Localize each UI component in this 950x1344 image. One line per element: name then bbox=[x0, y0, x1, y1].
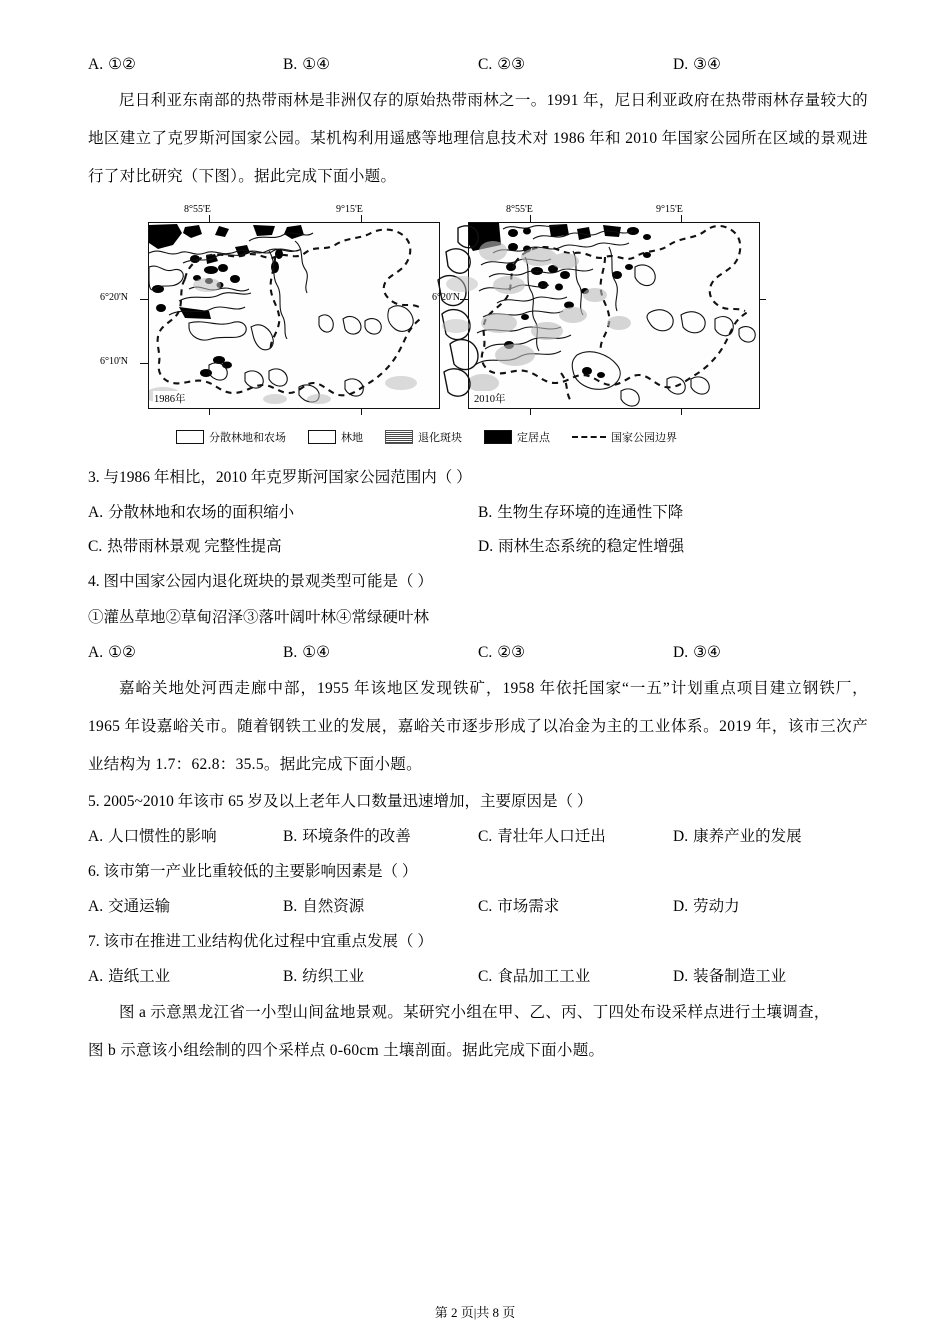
right-map-lon-label-east: 9°15'E bbox=[656, 204, 683, 215]
q4-option-d-value: ③④ bbox=[693, 644, 721, 661]
q3-option-a-text: 分散林地和农场的面积缩小 bbox=[108, 504, 295, 521]
left-map-lat-label-north: 6°20'N bbox=[100, 292, 129, 303]
maps-container bbox=[100, 204, 776, 422]
q6-option-a[interactable] bbox=[88, 890, 283, 924]
q7-option-a-text: 造纸工业 bbox=[108, 968, 171, 985]
legend-item-park-boundary bbox=[572, 429, 677, 445]
q6-option-b-label: B. bbox=[283, 898, 298, 915]
q2-option-d-value: ③④ bbox=[693, 56, 721, 73]
map-2010-year-label: 2010年 bbox=[473, 391, 507, 406]
q6-option-d-label: D. bbox=[673, 898, 689, 915]
question-3-stem: 3. 与1986 年相比，2010 年克罗斯河国家公园范围内（ ） bbox=[88, 469, 472, 486]
legend-item-scattered-woodland-farm bbox=[176, 429, 286, 445]
left-map-lon-label-west: 8°55'E bbox=[184, 204, 211, 215]
q5-option-c-label: C. bbox=[478, 828, 493, 845]
question-6-options-row bbox=[88, 890, 868, 924]
q4-option-d[interactable] bbox=[673, 636, 868, 670]
legend-label-park-boundary: 国家公园边界 bbox=[611, 432, 677, 444]
q3-option-a-label: A. bbox=[88, 504, 104, 521]
q6-option-d-text: 劳动力 bbox=[693, 898, 740, 915]
q7-option-c-label: C. bbox=[478, 968, 493, 985]
q4-option-c-label: C. bbox=[478, 644, 493, 661]
q6-option-c-text: 市场需求 bbox=[497, 898, 560, 915]
page-footer: 第 2 页|共 8 页 bbox=[434, 1305, 516, 1320]
passage-nigeria-rainforest: 尼日利亚东南部的热带雨林是非洲仅存的原始热带雨林之一。1991 年，尼日利亚政府在热带雨林存量较大的地区建立了克罗斯河国家公园。某机构利用遥感等地理信息技术对 1986 年和 2010 年国家公园所在区域的景观进行了对比研究（下图）。据此完成下面小题。 bbox=[88, 92, 868, 185]
q7-option-c-text: 食品加工工业 bbox=[497, 968, 591, 985]
q3-option-d[interactable] bbox=[478, 530, 868, 564]
question-6-stem: 6. 该市第一产业比重较低的主要影响因素是（ ） bbox=[88, 863, 418, 880]
q7-option-b[interactable] bbox=[283, 960, 478, 994]
left-map-lat-tick-south bbox=[140, 363, 148, 364]
q6-option-b-text: 自然资源 bbox=[302, 898, 365, 915]
q6-option-c-label: C. bbox=[478, 898, 493, 915]
q7-option-a-label: A. bbox=[88, 968, 104, 985]
dashed-line-swatch-icon bbox=[572, 436, 606, 438]
map-1986 bbox=[148, 222, 440, 409]
q5-option-d-label: D. bbox=[673, 828, 689, 845]
q3-option-b[interactable] bbox=[478, 496, 868, 530]
question-7-stem: 7. 该市在推进工业结构优化过程中宜重点发展（ ） bbox=[88, 933, 433, 950]
map-1986-graphic bbox=[149, 223, 439, 408]
right-map-lon-label-west: 8°55'E bbox=[506, 204, 533, 215]
question-4-stem: 4. 图中国家公园内退化斑块的景观类型可能是（ ） bbox=[88, 573, 433, 590]
filled-box-swatch-icon bbox=[484, 430, 512, 444]
legend-item-woodland bbox=[308, 429, 363, 445]
q3-option-b-label: B. bbox=[478, 504, 493, 521]
map-1986-settlements bbox=[149, 224, 304, 377]
question-4-options-row bbox=[88, 636, 868, 670]
map-2010-degraded-patches bbox=[469, 241, 631, 392]
q2-option-b-label: B. bbox=[283, 56, 298, 73]
legend-item-degraded-patch bbox=[385, 429, 462, 445]
q6-option-d[interactable] bbox=[673, 890, 868, 924]
question-5-stem: 5. 2005~2010 年该市 65 岁及以上老年人口数量迅速增加，主要原因是（ ） bbox=[88, 793, 593, 810]
left-map-lat-tick-north bbox=[140, 299, 148, 300]
legend-item-settlement bbox=[484, 429, 550, 445]
question-7-options-row bbox=[88, 960, 868, 994]
figure-cross-river-national-park bbox=[100, 204, 776, 456]
q7-option-b-label: B. bbox=[283, 968, 298, 985]
q4-option-a-label: A. bbox=[88, 644, 104, 661]
q4-option-b[interactable] bbox=[283, 636, 478, 670]
question-4-roman-items: ①灌丛草地②草甸沼泽③落叶阔叶林④常绿硬叶林 bbox=[88, 609, 430, 626]
q7-option-a[interactable] bbox=[88, 960, 283, 994]
q4-option-c[interactable] bbox=[478, 636, 673, 670]
legend-label-degraded-patch: 退化斑块 bbox=[418, 432, 462, 444]
q2-option-c[interactable] bbox=[478, 48, 673, 82]
q2-options-row bbox=[88, 48, 868, 82]
q2-option-a[interactable] bbox=[88, 48, 283, 82]
figure-legend bbox=[176, 426, 776, 448]
q7-option-d-label: D. bbox=[673, 968, 689, 985]
q2-option-b-value: ①④ bbox=[302, 56, 331, 73]
q3-option-d-label: D. bbox=[478, 538, 494, 555]
q5-option-b-label: B. bbox=[283, 828, 298, 845]
q2-option-c-value: ②③ bbox=[497, 56, 526, 73]
q3-option-c-text: 热带雨林景观 完整性提高 bbox=[107, 538, 282, 555]
q4-option-a[interactable] bbox=[88, 636, 283, 670]
legend-label-scattered-woodland-farm: 分散林地和农场 bbox=[209, 432, 286, 444]
q4-option-a-value: ①② bbox=[108, 644, 136, 661]
hatched-box-swatch-icon bbox=[385, 430, 413, 444]
page-content bbox=[88, 48, 868, 1070]
q2-option-a-value: ①② bbox=[108, 56, 136, 73]
question-3-options-row-2 bbox=[88, 530, 868, 564]
q6-option-b[interactable] bbox=[283, 890, 478, 924]
q6-option-a-text: 交通运输 bbox=[108, 898, 171, 915]
q7-option-c[interactable] bbox=[478, 960, 673, 994]
legend-label-settlement: 定居点 bbox=[517, 432, 550, 444]
maps-overlap-sketch bbox=[436, 222, 486, 407]
q4-option-d-label: D. bbox=[673, 644, 689, 661]
passage-heilongjiang-line1: 图 a 示意黑龙江省一小型山间盆地景观。某研究小组在甲、乙、丙、丁四处布设采样点进行土壤调查， bbox=[119, 1004, 830, 1021]
passage-heilongjiang-line2: 图 b 示意该小组绘制的四个采样点 0-60cm 土壤剖面。据此完成下面小题。 bbox=[88, 1042, 605, 1059]
q5-option-c-text: 青壮年人口迁出 bbox=[497, 828, 606, 845]
outline-box-swatch-icon bbox=[176, 430, 204, 444]
map-2010 bbox=[468, 222, 760, 409]
q2-option-d-label: D. bbox=[673, 56, 689, 73]
q5-option-a-label: A. bbox=[88, 828, 104, 845]
right-map-lat-label-north: 6°20'N bbox=[432, 292, 461, 303]
question-5-options-row bbox=[88, 820, 868, 854]
q2-option-d[interactable] bbox=[673, 48, 868, 82]
map-2010-woodland-outlines bbox=[475, 225, 755, 406]
map-1986-degraded-patches bbox=[149, 278, 417, 404]
q5-option-b[interactable] bbox=[283, 820, 478, 854]
q3-option-c[interactable] bbox=[88, 530, 478, 564]
q4-option-b-label: B. bbox=[283, 644, 298, 661]
q5-option-c[interactable] bbox=[478, 820, 673, 854]
q6-option-c[interactable] bbox=[478, 890, 673, 924]
left-map-lon-label-east: 9°15'E bbox=[336, 204, 363, 215]
q3-option-d-text: 雨林生态系统的稳定性增强 bbox=[498, 538, 685, 555]
q2-option-b[interactable] bbox=[283, 48, 478, 82]
q5-option-b-text: 环境条件的改善 bbox=[302, 828, 411, 845]
q5-option-a[interactable] bbox=[88, 820, 283, 854]
q7-option-b-text: 纺织工业 bbox=[302, 968, 365, 985]
q6-option-a-label: A. bbox=[88, 898, 104, 915]
q3-option-c-label: C. bbox=[88, 538, 103, 555]
q3-option-a[interactable] bbox=[88, 496, 478, 530]
legend-label-woodland: 林地 bbox=[341, 432, 363, 444]
q2-option-a-label: A. bbox=[88, 56, 104, 73]
outline-box-swatch-icon-2 bbox=[308, 430, 336, 444]
question-3-options-row-1 bbox=[88, 496, 868, 530]
left-map-lat-label-south: 6°10'N bbox=[100, 356, 129, 367]
q2-option-c-label: C. bbox=[478, 56, 493, 73]
q4-option-b-value: ①④ bbox=[302, 644, 331, 661]
q5-option-a-text: 人口惯性的影响 bbox=[108, 828, 217, 845]
q7-option-d-text: 装备制造工业 bbox=[693, 968, 787, 985]
q4-option-c-value: ②③ bbox=[497, 644, 526, 661]
q5-option-d[interactable] bbox=[673, 820, 868, 854]
q7-option-d[interactable] bbox=[673, 960, 868, 994]
map-2010-park-boundary bbox=[482, 226, 749, 401]
map-2010-graphic bbox=[469, 223, 759, 408]
map-1986-year-label: 1986年 bbox=[153, 391, 187, 406]
q5-option-d-text: 康养产业的发展 bbox=[693, 828, 802, 845]
q3-option-b-text: 生物生存环境的连通性下降 bbox=[497, 504, 684, 521]
passage-jiayuguan: 嘉峪关地处河西走廊中部，1955 年该地区发现铁矿，1958 年依托国家“一五”计划重点项目建立钢铁厂，1965 年设嘉峪关市。随着钢铁工业的发展，嘉峪关市逐步形成了以冶金为主的工业体系。2019 年，该市三次产业结构为 1.7：62.8：35.5。据此完成下面小题。 bbox=[88, 680, 868, 773]
